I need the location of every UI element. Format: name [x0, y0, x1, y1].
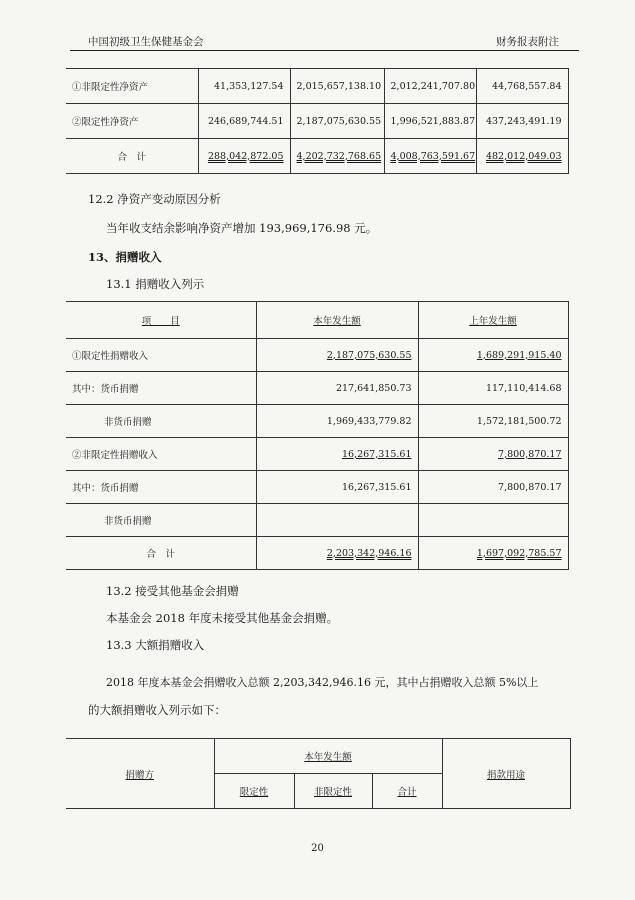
header-org-name: 中国初级卫生保健基金会 [88, 36, 204, 48]
cell-value: 2,187,075,630.55 [290, 104, 384, 139]
cell-value: 1,969,433,779.82 [256, 405, 418, 438]
section-13-2-title: 13.2 接受其他基金会捐赠 [106, 584, 239, 598]
row-label: 合 计 [66, 537, 256, 570]
row-label: ①非限定性净资产 [66, 69, 198, 104]
table-row [66, 438, 568, 471]
table-header-row [66, 739, 570, 774]
cell-value: 288,042,872.05 [198, 139, 290, 174]
cell-value: 2,012,241,707.80 [384, 69, 476, 104]
column-header: 捐款用途 [442, 739, 570, 809]
row-label: ②限定性净资产 [66, 104, 198, 139]
section-13-3-title: 13.3 大额捐赠收入 [106, 638, 205, 652]
table-row [66, 104, 568, 139]
column-header: 捐赠方 [66, 739, 214, 809]
cell-value: 1,572,181,500.72 [418, 405, 568, 438]
large-donations-table [66, 738, 571, 809]
row-label: ②非限定性捐赠收入 [66, 438, 256, 471]
cell-value [418, 504, 568, 537]
table-row [66, 372, 568, 405]
donation-income-table [66, 301, 569, 570]
row-label: 其中：货币捐赠 [66, 471, 256, 504]
cell-value: 437,243,491.19 [476, 104, 568, 139]
table-header-row [66, 302, 568, 339]
column-header: 本年发生额 [214, 739, 442, 774]
cell-value: 482,012,049.03 [476, 139, 568, 174]
column-header: 本年发生额 [256, 302, 418, 339]
cell-value [256, 504, 418, 537]
table-row [66, 471, 568, 504]
cell-value: 2,203,342,946.16 [256, 537, 418, 570]
cell-value: 41,353,127.54 [198, 69, 290, 104]
section-12-2-text: 当年收支结余影响净资产增加 193,969,176.98 元。 [106, 221, 378, 235]
row-label: 非货币捐赠 [66, 405, 256, 438]
table-row [66, 339, 568, 372]
cell-value: 7,800,870.17 [418, 438, 568, 471]
cell-value: 7,800,870.17 [418, 471, 568, 504]
column-header: 限定性 [214, 774, 294, 809]
cell-value: 1,996,521,883.87 [384, 104, 476, 139]
cell-value: 1,697,092,785.57 [418, 537, 568, 570]
table-row [66, 69, 568, 104]
header-divider [70, 50, 579, 51]
cell-value: 16,267,315.61 [256, 438, 418, 471]
table-row-total [66, 537, 568, 570]
row-label: 其中：货币捐赠 [66, 372, 256, 405]
header-section-title: 财务报表附注 [496, 36, 559, 48]
cell-value: 16,267,315.61 [256, 471, 418, 504]
cell-value: 44,768,557.84 [476, 69, 568, 104]
cell-value: 1,689,291,915.40 [418, 339, 568, 372]
section-13-title: 13、捐赠收入 [88, 250, 162, 264]
page-number: 20 [311, 843, 324, 854]
table-row-total [66, 139, 568, 174]
cell-value: 4,008,763,591.67 [384, 139, 476, 174]
row-label: 非货币捐赠 [66, 504, 256, 537]
section-13-1-title: 13.1 捐赠收入列示 [106, 277, 205, 291]
cell-value: 2,187,075,630.55 [256, 339, 418, 372]
section-12-2-title: 12.2 净资产变动原因分析 [88, 192, 221, 206]
table-row [66, 405, 568, 438]
column-header: 上年发生额 [418, 302, 568, 339]
cell-value: 117,110,414.68 [418, 372, 568, 405]
column-header: 合计 [372, 774, 442, 809]
section-13-3-text: 2018 年度本基金会捐赠收入总额 2,203,342,946.16 元，其中占捐赠收入总额 5%以上 [106, 676, 539, 689]
cell-value: 246,689,744.51 [198, 104, 290, 139]
section-13-3-text-cont: 的大额捐赠收入列示如下： [88, 703, 226, 717]
table-row [66, 504, 568, 537]
column-header: 非限定性 [294, 774, 372, 809]
cell-value: 2,015,657,138.10 [290, 69, 384, 104]
column-header: 项 目 [66, 302, 256, 339]
row-label: 合 计 [66, 139, 198, 174]
cell-value: 217,641,850.73 [256, 372, 418, 405]
cell-value: 4,202,732,768.65 [290, 139, 384, 174]
net-assets-table [66, 68, 569, 174]
section-13-2-text: 本基金会 2018 年度未接受其他基金会捐赠。 [106, 611, 339, 625]
row-label: ①限定性捐赠收入 [66, 339, 256, 372]
